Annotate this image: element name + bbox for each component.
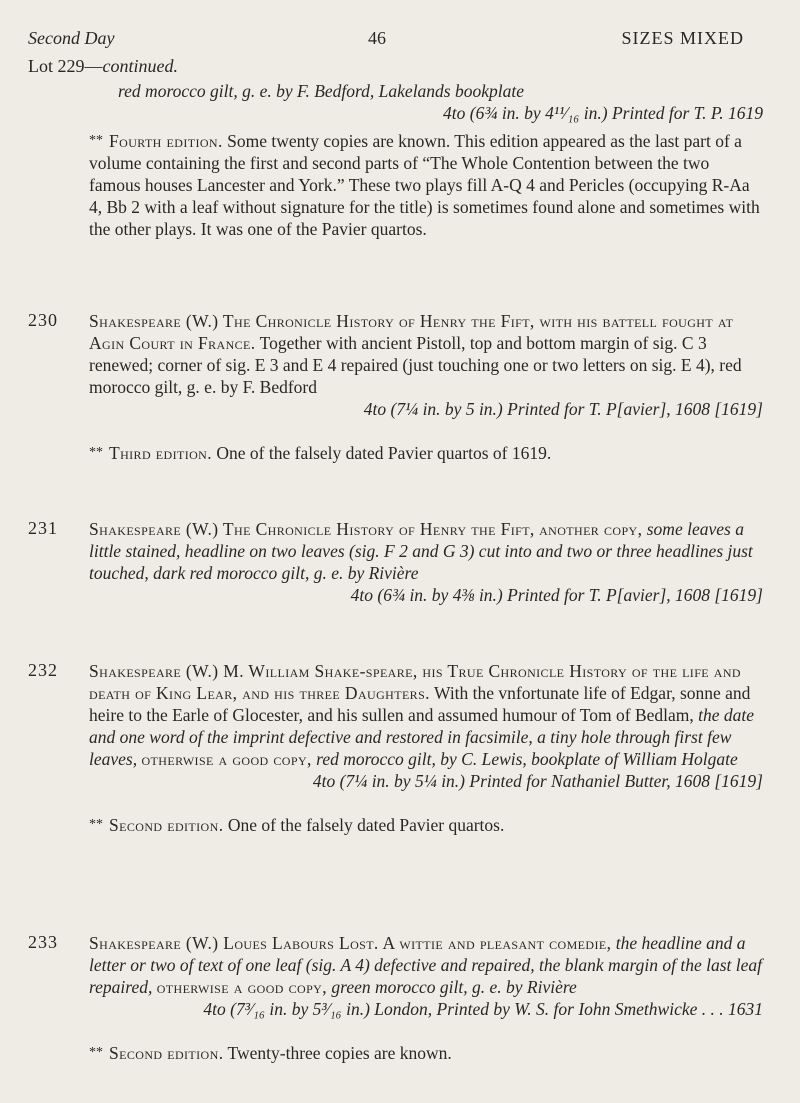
lot-229-note <box>89 130 763 240</box>
lot-233-note-label: Second edition. <box>109 1043 224 1063</box>
lot-232-body <box>89 660 763 836</box>
lot-229-note-stars: ** <box>89 133 103 148</box>
lot-231-title2: another copy, <box>539 519 643 539</box>
lot-232-description-a: With the vnfortunate life of Edgar, sonne and heire to the Earle of Glocester, and his sullen and assumed humour of Tom of Bedlam, <box>89 683 751 725</box>
lot-232-imprint: 4to (7¼ in. by 5¼ in.) Printed for Nathaniel Butter, 1608 [1619] <box>312 771 763 791</box>
lot-230-description: Together with ancient Pistoll, top and bottom margin of sig. C 3 renewed; corner of sig. E 3 and E 4 repaired (just touching one or two letters on sig. E 4), red morocco gilt, g. e. by F. Bedford <box>89 333 742 397</box>
lot-233-note-text: Twenty-three copies are known. <box>227 1043 452 1063</box>
lot-230-title: Shakespeare (W.) The Chronicle History of Henry the Fift, with his battell fought at Agin Court in France. <box>89 311 734 353</box>
lot-229-imprint: 4to (6¾ in. by 4¹¹⁄₁₆ in.) Printed for T. P. 1619 <box>443 103 763 123</box>
lot-229-note-label: Fourth edition. <box>109 131 223 151</box>
continuation-line <box>28 56 178 77</box>
lot-230-imprint: 4to (7¼ in. by 5 in.) Printed for T. P[avier], 1608 [1619] <box>363 399 763 419</box>
lot-number: 233 <box>28 932 58 952</box>
lot-232-description-b: the date and one word of the imprint defective and restored in facsimile, a tiny hole through first few leaves, <box>89 705 755 769</box>
lot-number: 232 <box>28 660 58 680</box>
lot-232-title: Shakespeare (W.) M. William Shake-speare, his True Chronicle History of the life and death of King Lear, and his three Daughters. <box>89 661 741 703</box>
page-number: 46 <box>368 28 386 48</box>
lot-232-description-c: otherwise a good copy, <box>141 749 312 769</box>
lot-233-description-b: otherwise a good copy, <box>156 977 328 997</box>
lot-230-note-text: One of the falsely dated Pavier quartos of 1619. <box>216 443 552 463</box>
lot-230-note-label: Third edition. <box>109 443 213 463</box>
lot-231-description: some leaves a little stained, headline on two leaves (sig. F 2 and G 3) cut into and two or three headlines just touched, dark red morocco gilt, g. e. by Rivière <box>89 519 753 583</box>
lot-231-imprint: 4to (6¾ in. by 4⅜ in.) Printed for T. P[avier], 1608 [1619] <box>350 585 763 605</box>
lot-232-description-d: red morocco gilt, by C. Lewis, bookplate of William Holgate <box>316 749 738 769</box>
lot-231-body <box>89 518 763 606</box>
running-head-right: SIZES MIXED <box>621 28 744 48</box>
lot-230-note-stars: ** <box>89 445 103 460</box>
lot-number: 230 <box>28 310 58 330</box>
lot-231-title: Shakespeare (W.) The Chronicle History of Henry the Fift, <box>89 519 535 539</box>
lot-number: 231 <box>28 518 58 538</box>
running-head <box>0 28 800 52</box>
lot-233-description-c: green morocco gilt, g. e. by Rivière <box>331 977 577 997</box>
lot-232-note-stars: ** <box>89 817 103 832</box>
lot-233-imprint: 4to (7³⁄₁₆ in. by 5³⁄₁₆ in.) London, Printed by W. S. for Iohn Smethwicke . . . 1631 <box>203 999 763 1019</box>
lot-233-note-stars: ** <box>89 1045 103 1060</box>
lot-233-description-a: the headline and a letter or two of text of one leaf (sig. A 4) defective and repaired, the blank margin of the last leaf repaired, <box>89 933 762 997</box>
running-head-left: Second Day <box>28 28 115 48</box>
lot-229-note-text: Some twenty copies are known. This edition appeared as the last part of a volume containing the first and second parts of “The Whole Contention between the two famous houses Lancester and York.” These two plays fill A-Q 4 and Pericles (occupying R-Aa 4, Bb 2 with a leaf without signature for the title) is sometimes found alone and sometimes with the other plays. It was one of the Pavier quartos. <box>89 131 760 239</box>
lot-232-note-text: One of the falsely dated Pavier quartos. <box>227 815 505 835</box>
lot-232-note-label: Second edition. <box>109 815 224 835</box>
lot-229-body <box>118 80 763 124</box>
continuation-word: continued. <box>102 56 178 76</box>
continuation-label: Lot 229— <box>28 56 103 76</box>
lot-233-body <box>89 932 763 1064</box>
lot-233-title: Shakespeare (W.) Loues Labours Lost. A wittie and pleasant comedie, <box>89 933 612 953</box>
lot-230-body <box>89 310 763 464</box>
lot-229-binding: red morocco gilt, g. e. by F. Bedford, Lakelands bookplate <box>118 81 524 101</box>
